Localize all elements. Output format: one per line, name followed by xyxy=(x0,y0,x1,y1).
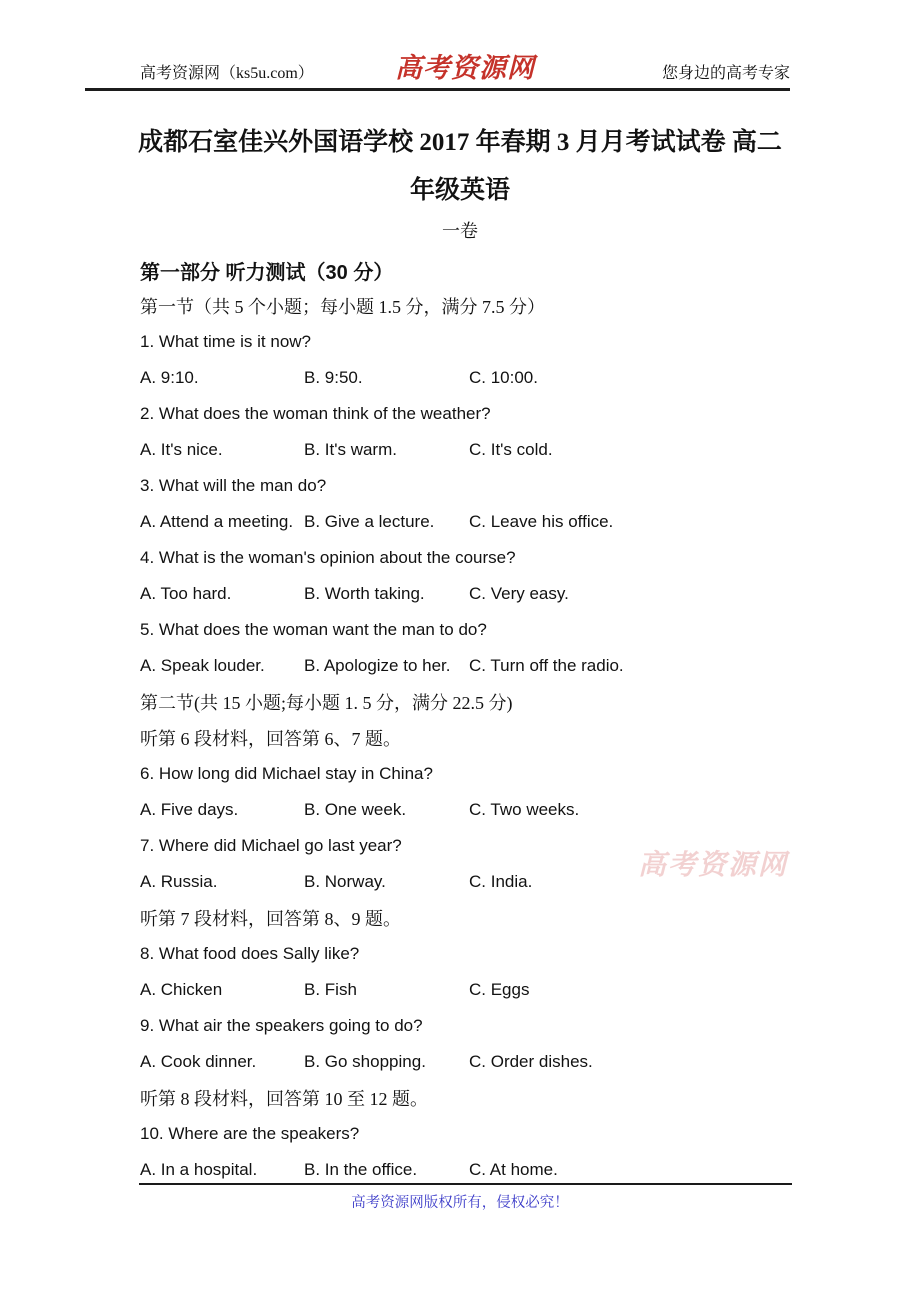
option-a: A. In a hospital. xyxy=(140,1160,258,1179)
header-divider xyxy=(85,88,790,91)
question-7-options xyxy=(140,864,810,900)
site-tagline: 您身边的高考专家 xyxy=(661,65,790,82)
dialog7-instruction: 听第 7 段材料，回答第 8、9 题。 xyxy=(140,909,401,929)
question-4-options xyxy=(140,576,810,612)
question-8-options xyxy=(140,972,810,1008)
option-b: B. Go shopping. xyxy=(304,1052,426,1071)
option-a: A. Chicken xyxy=(140,980,223,999)
question-1: 1. What time is it now? xyxy=(140,332,312,351)
option-b: B. Worth taking. xyxy=(304,584,425,603)
dialog8-instruction: 听第 8 段材料，回答第 10 至 12 题。 xyxy=(140,1089,428,1109)
question-9-options xyxy=(140,1044,810,1080)
option-a: A. Speak louder. xyxy=(140,656,265,675)
option-c: C. 10:00. xyxy=(469,368,538,387)
question-2: 2. What does the woman think of the weather? xyxy=(140,404,491,423)
question-4: 4. What is the woman's opinion about the course? xyxy=(140,548,516,567)
option-c: C. India. xyxy=(469,872,533,891)
option-b: B. Give a lecture. xyxy=(304,512,435,531)
option-b: B. 9:50. xyxy=(304,368,363,387)
option-a: A. It's nice. xyxy=(140,440,223,459)
site-name: 高考资源网（ks5u.com） xyxy=(140,65,314,82)
option-a: A. Russia. xyxy=(140,872,218,891)
option-c: C. Very easy. xyxy=(469,584,569,603)
section1-heading: 第一节（共 5 个小题；每小题 1.5 分，满分 7.5 分） xyxy=(140,297,545,317)
option-a: A. Too hard. xyxy=(140,584,232,603)
option-c: C. Turn off the radio. xyxy=(469,656,624,675)
ks5u-watermark: 高考资源网 xyxy=(638,850,789,881)
option-b: B. Norway. xyxy=(304,872,386,891)
question-3: 3. What will the man do? xyxy=(140,476,327,495)
page-header xyxy=(0,0,920,83)
option-a: A. Attend a meeting. xyxy=(140,512,294,531)
option-c: C. Eggs xyxy=(469,980,530,999)
part1-heading: 第一部分 听力测试（30 分） xyxy=(140,261,394,284)
question-2-options xyxy=(140,432,810,468)
option-a: A. Cook dinner. xyxy=(140,1052,257,1071)
question-6-options xyxy=(140,792,810,828)
question-1-options xyxy=(140,360,810,396)
copyright-notice: 高考资源网版权所有，侵权必究！ xyxy=(351,1195,569,1211)
question-5: 5. What does the woman want the man to do? xyxy=(140,620,487,639)
section2-heading: 第二节(共 15 小题;每小题 1. 5 分，满分 22.5 分) xyxy=(140,693,513,713)
question-7: 7. Where did Michael go last year? xyxy=(140,836,402,855)
question-5-options xyxy=(140,648,810,684)
footer-divider xyxy=(139,1183,792,1185)
question-10: 10. Where are the speakers? xyxy=(140,1124,360,1143)
exam-title xyxy=(110,119,810,215)
option-a: A. 9:10. xyxy=(140,368,199,387)
page-footer xyxy=(0,1183,920,1212)
question-6: 6. How long did Michael stay in China? xyxy=(140,764,433,783)
question-3-options xyxy=(140,504,810,540)
option-a: A. Five days. xyxy=(140,800,239,819)
option-c: C. Leave his office. xyxy=(469,512,614,531)
exam-title-line1: 成都石室佳兴外国语学校 2017 年春期 3 月月考试试卷 高二 xyxy=(138,129,782,156)
exam-body xyxy=(140,252,810,1188)
option-b: B. One week. xyxy=(304,800,407,819)
option-b: B. In the office. xyxy=(304,1160,418,1179)
question-9: 9. What air the speakers going to do? xyxy=(140,1016,423,1035)
option-c: C. Two weeks. xyxy=(469,800,580,819)
question-8: 8. What food does Sally like? xyxy=(140,944,360,963)
ks5u-logo: 高考资源网 xyxy=(395,53,535,83)
option-c: C. At home. xyxy=(469,1160,558,1179)
option-c: C. Order dishes. xyxy=(469,1052,593,1071)
volume-label: 一卷 xyxy=(442,221,478,241)
dialog6-instruction: 听第 6 段材料，回答第 6、7 题。 xyxy=(140,729,401,749)
option-b: B. Apologize to her. xyxy=(304,656,451,675)
option-b: B. It's warm. xyxy=(304,440,397,459)
exam-title-line2: 年级英语 xyxy=(409,177,510,204)
option-c: C. It's cold. xyxy=(469,440,553,459)
option-b: B. Fish xyxy=(304,980,357,999)
